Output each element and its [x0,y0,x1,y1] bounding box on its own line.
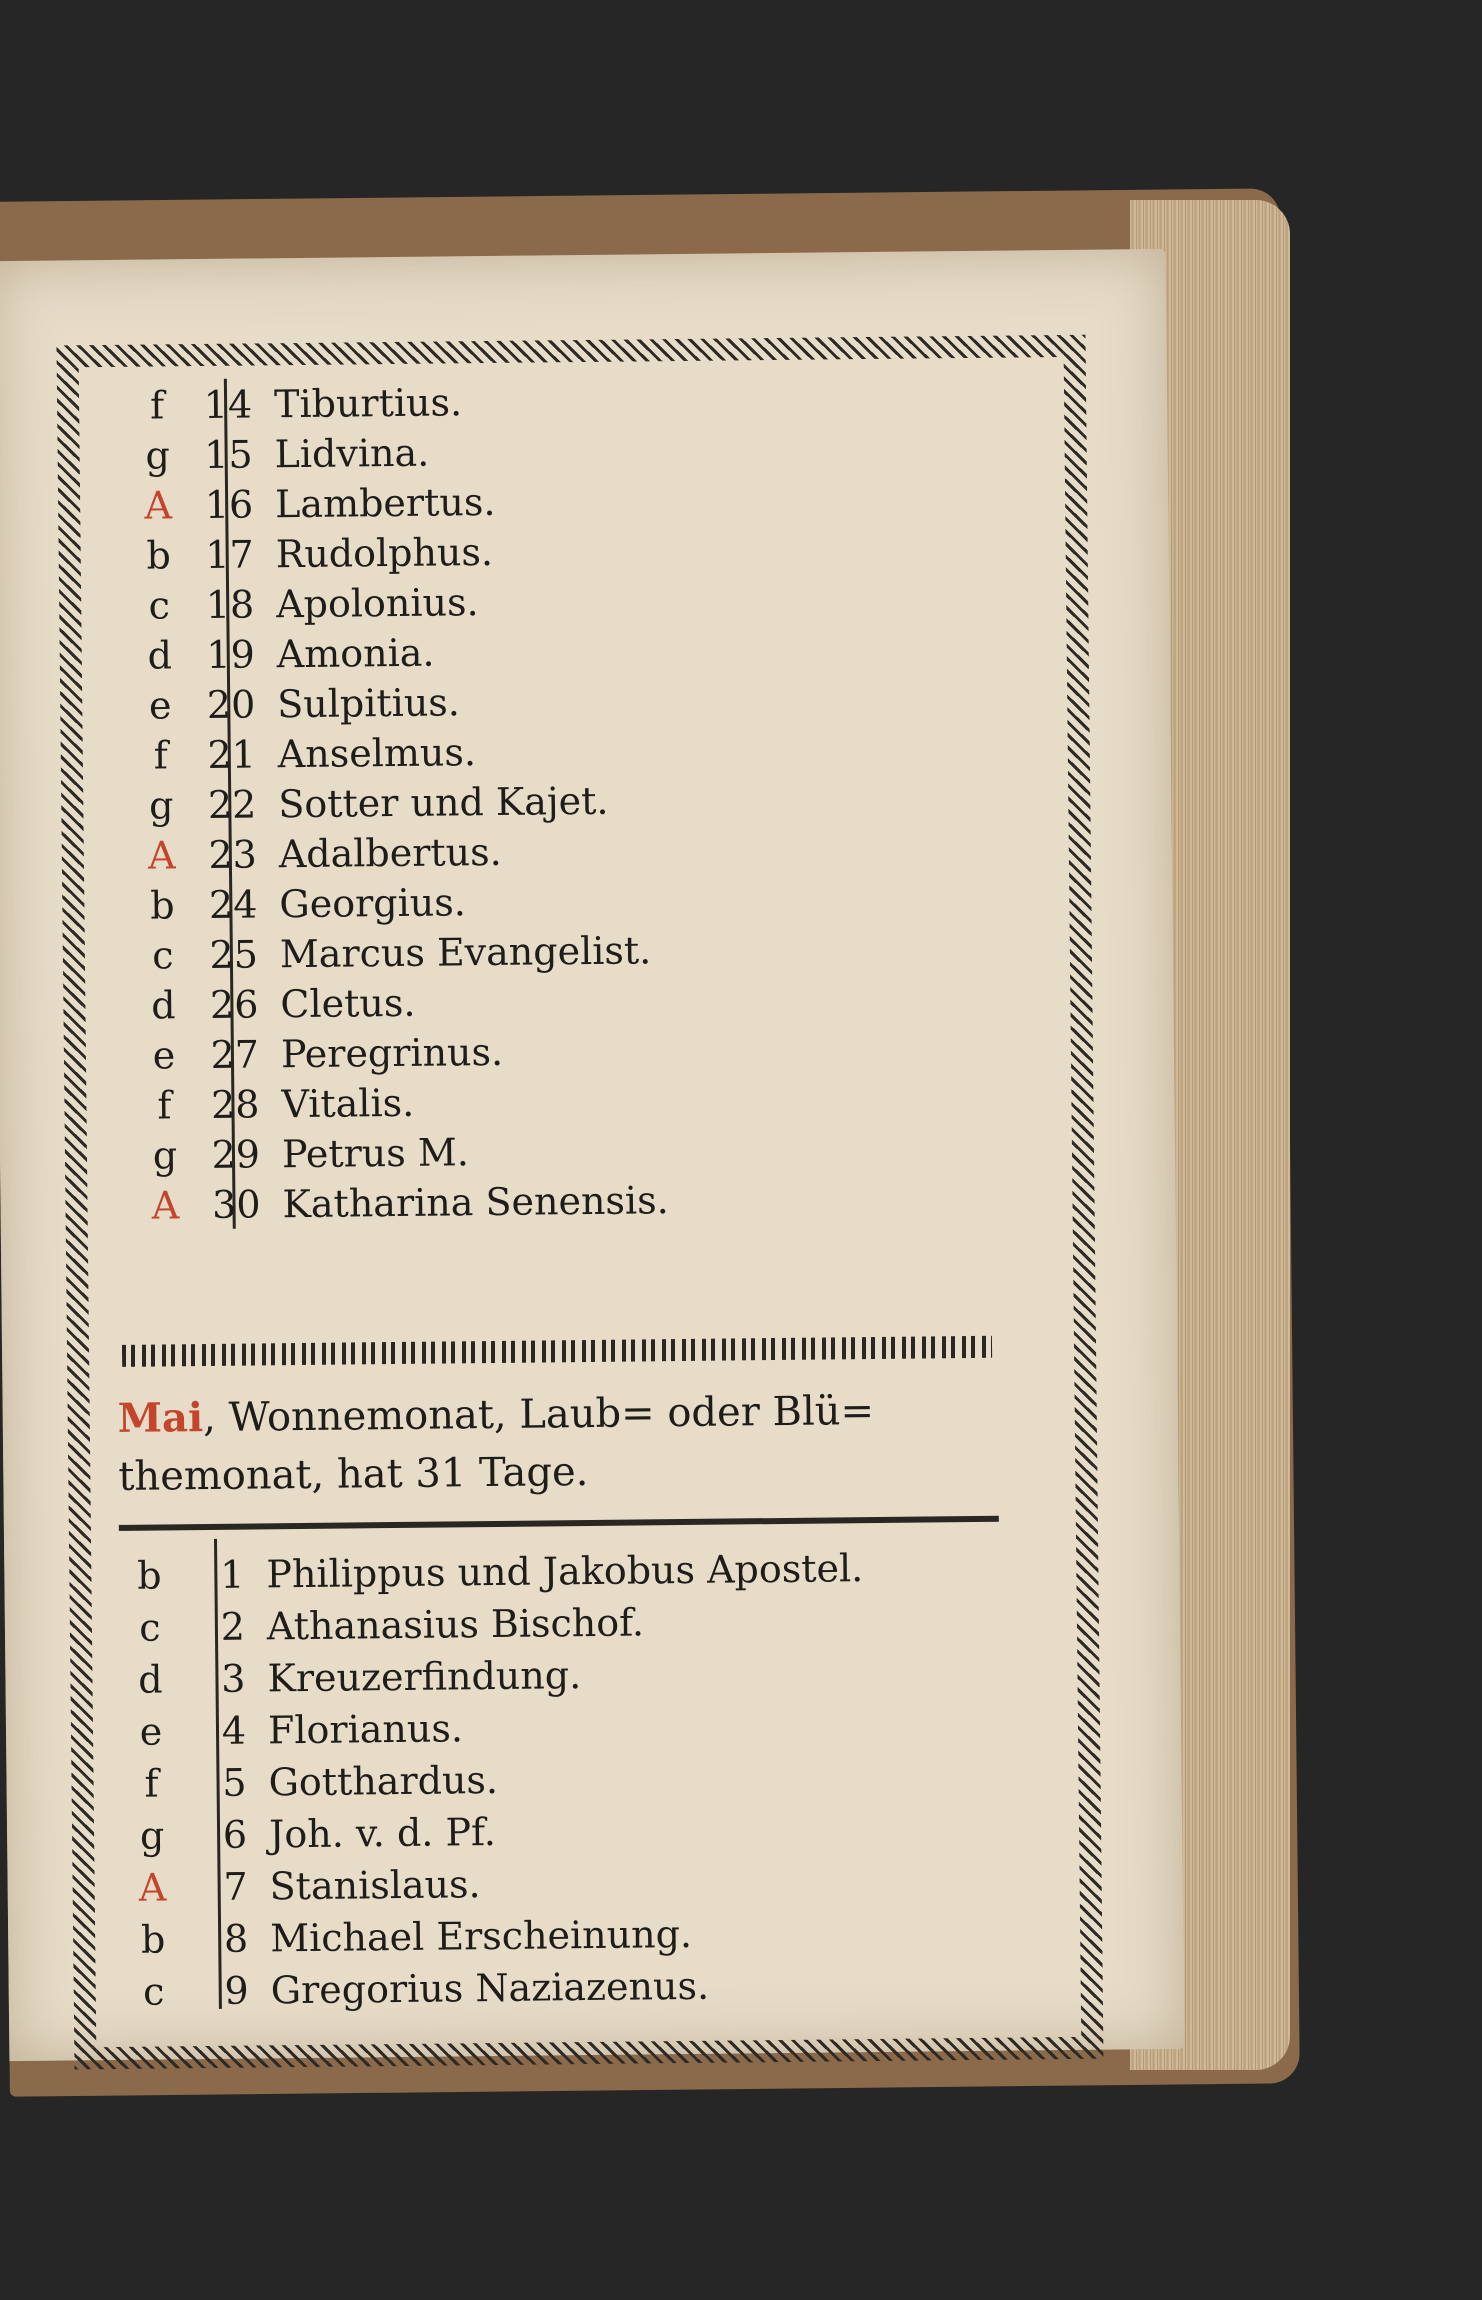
saint-name: Florianus. [267,1706,464,1753]
day-number: 30 [211,1182,261,1227]
saint-name: Joh. v. d. Pf. [268,1809,497,1857]
saint-name: Philippus und Jakobus Apostel. [266,1546,864,1597]
saint-name: Vitalis. [281,1080,415,1127]
day-number: 19 [206,632,255,677]
day-number: 16 [204,482,254,527]
dominical-letter: c [139,1605,161,1650]
day-number: 24 [208,882,258,927]
day-number: 5 [222,1760,247,1805]
day-number: 7 [223,1864,248,1909]
dominical-letter: A [138,1865,167,1910]
dominical-letter: f [149,383,165,428]
saint-name: Peregrinus. [280,1029,504,1077]
day-number: 26 [209,982,259,1027]
calendar-row [129,1077,414,1132]
dominical-letter: d [151,983,176,1028]
saint-name: Michael Erscheinung. [269,1911,693,1961]
dominical-letter: b [140,1917,166,1962]
day-number: 22 [207,782,257,827]
saint-name: Tiburtius. [273,380,463,427]
calendar-row [128,977,416,1032]
dominical-letter: c [142,1969,165,2014]
day-number: 2 [220,1604,246,1649]
dominical-letter: g [148,783,174,828]
day-number: 29 [211,1132,261,1177]
day-number: 15 [204,432,253,477]
calendar-row [114,1542,863,1602]
dominical-letter: e [152,1033,176,1078]
day-number: 17 [205,532,254,577]
day-number: 23 [208,832,258,877]
calendar-row [117,1806,496,1862]
dominical-letter: A [147,833,176,878]
dominical-letter: f [144,1761,159,1806]
dominical-letter: g [145,433,171,478]
saint-name: Georgius. [279,880,466,927]
saint-name: Adalbertus. [278,829,502,877]
calendar-page [0,249,1184,2061]
calendar-row [124,576,479,632]
calendar-row [116,1702,463,1758]
calendar-row [127,876,466,932]
dominical-letter: c [148,583,171,628]
saint-name: Kreuzerfindung. [267,1653,582,1701]
calendar-row [123,476,496,532]
day-number: 18 [205,582,255,627]
saint-name: Anselmus. [277,730,477,777]
may-heading-text: Wonnemonat, Laub= oder Blü= themonat, hat 31 Tage. [118,1388,875,1500]
saint-name: Sotter und Kajet. [278,778,609,827]
dominical-letter: b [136,1553,162,1598]
day-number: 25 [209,932,259,977]
calendar-row [126,775,609,832]
may-heading [117,1381,1018,1506]
calendar-row [128,924,652,981]
calendar-row [118,1960,709,2018]
dominical-letter: e [148,683,172,728]
saint-name: Gotthardus. [268,1757,499,1805]
day-number: 14 [203,382,253,427]
day-number: 4 [221,1708,247,1753]
day-number: 8 [223,1916,249,1961]
calendar-row [123,526,493,582]
dominical-letter: b [149,883,175,928]
calendar-row [124,627,434,682]
saint-name: Sulpitius. [277,680,461,727]
saint-name: Cletus. [280,980,416,1027]
saint-name: Rudolphus. [275,529,494,577]
day-number: 28 [210,1082,260,1127]
saint-name: Petrus M. [281,1130,470,1177]
calendar-row [117,1858,480,1914]
calendar-row [122,427,429,482]
saint-name: Lambertus. [274,479,496,527]
dominical-letter: d [147,633,173,678]
day-number: 3 [221,1656,246,1701]
saint-name: Marcus Evangelist. [279,928,652,977]
day-number: 6 [222,1812,248,1857]
saint-name: Athanasius Bischof. [266,1600,645,1649]
calendar-row [130,1174,669,1232]
dominical-letter: A [151,1183,180,1228]
dominical-letter: f [153,733,169,778]
calendar-row [129,1026,504,1082]
calendar-row [115,1596,645,1654]
dominical-letter: g [152,1133,178,1178]
calendar-row [126,726,477,782]
dominical-letter: c [152,933,174,978]
day-number: 20 [206,682,256,727]
saint-name: Katharina Senensis. [282,1178,669,1227]
calendar-row [115,1649,581,1706]
day-number: 27 [210,1032,260,1077]
saint-name: Apolonius. [275,580,479,627]
day-number: 21 [207,732,257,777]
may-heading-comma: , [202,1394,217,1442]
dominical-letter: A [144,483,173,528]
calendar-row [127,826,502,882]
calendar-row [130,1126,469,1182]
saint-name: Stanislaus. [269,1862,481,1909]
dominical-letter: g [139,1813,165,1858]
day-number: 1 [219,1552,245,1597]
saint-name: Gregorius Naziazenus. [270,1963,710,2013]
dominical-letter: e [139,1709,163,1754]
may-month-name: Mai [117,1394,204,1442]
calendar-row [122,376,462,432]
dominical-letter: b [146,533,172,578]
dominical-letter: f [157,1083,172,1128]
saint-name: Amonia. [276,630,435,677]
dominical-letter: d [138,1657,163,1702]
calendar-row [116,1754,498,1810]
calendar-row [125,676,460,732]
saint-name: Lidvina. [274,430,430,477]
day-number: 9 [224,1968,249,2013]
calendar-row [118,1908,692,1966]
